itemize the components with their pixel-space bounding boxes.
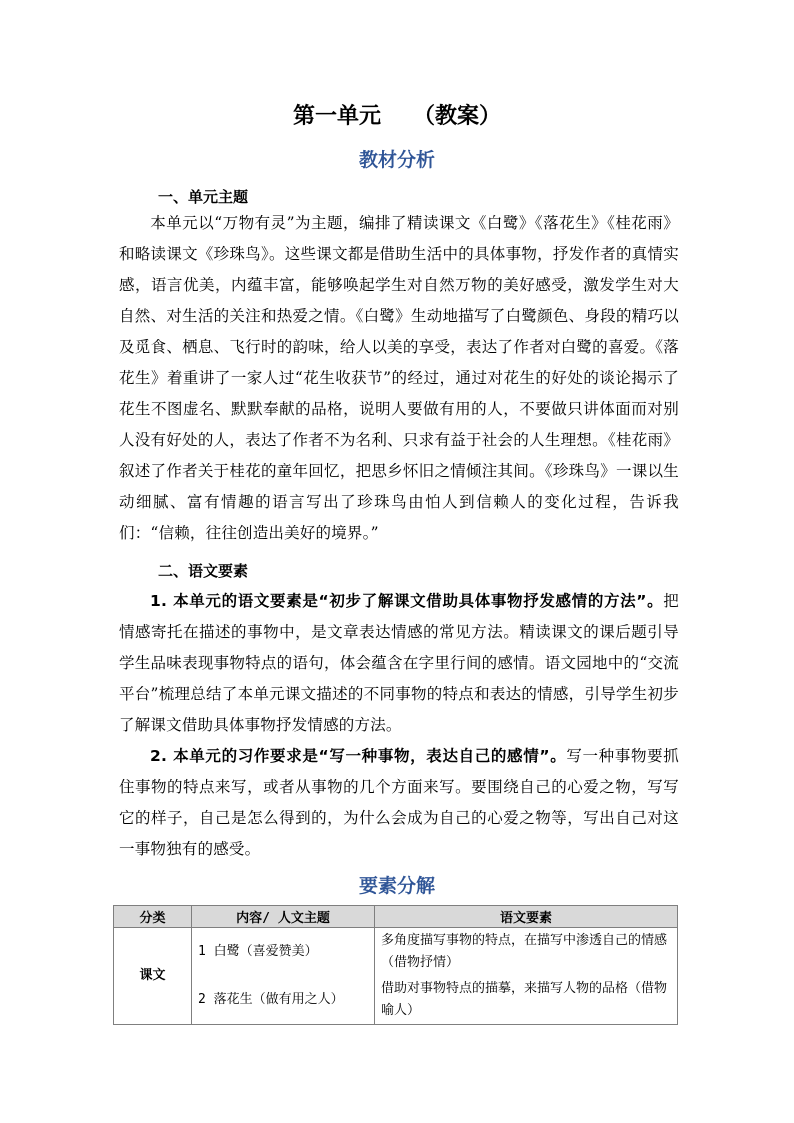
table-header-row [114, 906, 678, 928]
content-cell: 1 白鹭（喜爱赞美） [192, 928, 375, 977]
section-subtitle-analysis: 教材分析 [358, 149, 435, 171]
title-suffix: （教案） [413, 104, 502, 129]
heading-unit-theme: 一、单元主题 [158, 188, 249, 206]
section-subtitle-breakdown: 要素分解 [358, 875, 435, 897]
header-element: 语文要素 [375, 906, 678, 928]
element-2-bold: 2. 本单元的习作要求是“写一种事物，表达自己的感情”。 [150, 747, 567, 765]
element-1-text: 把情感寄托在描述的事物中，是文章表达情感的常见方法。精读课文的课后题引导学生品味表现事物特点的语句，体会蕴含在字里行间的感情。语文园地中的“交流平台”梳理总结了本单元课文描述的不同事物的特点和表达的情感，引导学生初步了解课文借助具体事物抒发情感的方法。 [119, 592, 679, 734]
title-main: 第一单元 [292, 104, 381, 129]
paragraph-element-1 [119, 586, 679, 741]
header-category: 分类 [114, 906, 192, 928]
header-content: 内容/ 人文主题 [192, 906, 375, 928]
page-title [0, 100, 794, 134]
category-cell: 课文 [114, 928, 192, 1025]
element-cell: 多角度描写事物的特点，在描写中渗透自己的情感（借物抒情） [375, 928, 678, 977]
element-2-text: 写一种事物要抓住事物的特点来写，或者从事物的几个方面来写。要围绕自己的心爱之物，写写它的样子，自己是怎么得到的，为什么会成为自己的心爱之物等，写出自己对这一事物独有的感受。 [119, 747, 680, 858]
paragraph-unit-theme-text: 本单元以“万物有灵”为主题，编排了精读课文《白鹭》《落花生》《桂花雨》和略读课文《珍珠鸟》。这些课文都是借助生活中的具体事物，抒发作者的真情实感，语言优美，内蕴丰富，能够唤起学生对自然万物的美好感受，激发学生对大自然、对生活的关注和热爱之情。《白鹭》生动地描写了白鹭颜色、身段的精巧以及觅食、栖息、飞行时的韵味，给人以美的享受，表达了作者对白鹭的喜爱。《落花生》着重讲了一家人过“花生收获节”的经过，通过对花生的好处的谈论揭示了花生不图虚名、默默奉献的品格，说明人要做有用的人，不要做只讲体面而对别人没有好处的人，表达了作者不为名利、只求有益于社会的人生理想。《桂花雨》叙述了作者关于桂花的童年回忆，把思乡怀旧之情倾注其间。《珍珠鸟》一课以生动细腻、富有情趣的语言写出了珍珠鸟由怕人到信赖人的变化过程，告诉我们：“信赖，往往创造出美好的境界。” [119, 214, 679, 542]
paragraph-element-2 [119, 741, 679, 865]
element-cell: 借助对事物特点的描摹，来描写人物的品格（借物喻人） [375, 976, 678, 1025]
table-row [114, 928, 678, 977]
element-1-bold: 1. 本单元的语文要素是“初步了解课文借助具体事物抒发感情的方法”。 [150, 592, 664, 610]
heading-language-elements: 二、语文要素 [158, 562, 249, 580]
content-cell: 2 落花生（做有用之人） [192, 976, 375, 1025]
paragraph-unit-theme [119, 208, 679, 549]
elements-table [113, 905, 678, 1025]
table-row [114, 976, 678, 1025]
